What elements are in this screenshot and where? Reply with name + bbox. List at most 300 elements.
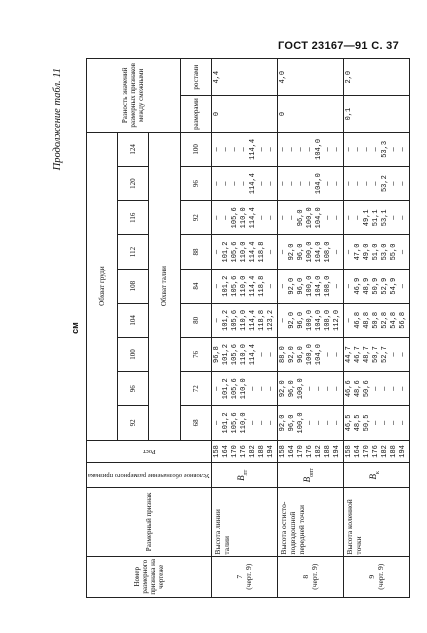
rost-value: 170 (230, 445, 239, 458)
feature-number-cell (277, 556, 343, 597)
measurements-table (86, 58, 410, 598)
value-column (277, 406, 343, 440)
value-column (343, 337, 409, 371)
value-cell: 50,8 (371, 311, 380, 329)
value-cell: 105,6 (230, 412, 239, 434)
rost-value: 158 (212, 445, 221, 458)
value-cell: — (380, 386, 389, 391)
value-cell: — (266, 147, 275, 152)
feature-number: 7 (235, 574, 245, 579)
rost-value: 176 (305, 445, 314, 458)
value-column (277, 235, 343, 269)
value-cell: 96,0 (296, 311, 305, 329)
value-cell: — (257, 181, 266, 186)
value-cell: — (344, 181, 353, 186)
value-cell: 100,0 (296, 378, 305, 400)
value-cell: 101,2 (221, 344, 230, 366)
value-cell: 104,0 (314, 309, 323, 331)
symbol-subscript: опт (309, 468, 316, 477)
col-header-obhvat-talii: Обхват талии (149, 132, 180, 440)
symbol-letter: B (368, 473, 379, 480)
value-cell: — (344, 147, 353, 152)
symbol-letter: B (302, 476, 313, 483)
value-cell: 96,0 (296, 243, 305, 261)
value-cell: — (296, 181, 305, 186)
value-cell: 105,6 (230, 344, 239, 366)
value-cell: 104,0 (314, 241, 323, 263)
value-cell: 105,6 (230, 207, 239, 229)
value-cell: 56,8 (398, 311, 407, 329)
talia-value: 68 (180, 406, 211, 440)
value-cell: 114,4 (248, 173, 257, 195)
value-column (277, 269, 343, 303)
value-cell: — (212, 284, 221, 289)
value-cell: — (212, 249, 221, 255)
symbol-subscript: лт (243, 469, 250, 476)
value-cell: — (266, 386, 275, 391)
value-cell: — (332, 249, 341, 255)
value-cell: 48,8 (362, 311, 371, 329)
value-cell: — (389, 181, 398, 186)
rost-value: 194 (398, 445, 407, 458)
value-cell: — (380, 420, 389, 426)
value-cell: — (344, 249, 353, 255)
value-cell: — (212, 420, 221, 426)
talia-value: 76 (180, 337, 211, 371)
value-cell: — (305, 181, 314, 186)
diff-subheader: размерами (180, 96, 211, 132)
value-cell: 88,0 (278, 346, 287, 363)
feature-number-cell (211, 556, 277, 597)
value-cell: 110,0 (239, 412, 248, 434)
table-row (277, 59, 343, 598)
value-cell: 101,2 (221, 275, 230, 297)
value-cell: 96,8 (212, 346, 221, 363)
table-row (343, 59, 409, 598)
value-cell: 101,2 (221, 412, 230, 434)
value-column (211, 337, 277, 371)
rost-value: 164 (221, 445, 230, 458)
value-cell: — (353, 147, 362, 152)
symbol-letter: B (236, 475, 247, 481)
value-cell: 108,0 (323, 275, 332, 297)
value-column (211, 372, 277, 406)
value-cell: — (257, 352, 266, 357)
feature-name: Высота остисто-подвздошной передней точки (277, 488, 343, 556)
value-cell: — (323, 386, 332, 391)
value-cell: — (287, 181, 296, 186)
talia-value: 100 (180, 132, 211, 166)
value-cell: 114,4 (248, 344, 257, 366)
rost-value: 158 (344, 445, 353, 458)
value-cell: 46,5 (344, 414, 353, 432)
feature-number: 8 (301, 574, 311, 579)
value-cell: — (212, 181, 221, 186)
value-column (343, 406, 409, 440)
talia-value: 88 (180, 235, 211, 269)
value-cell: — (239, 147, 248, 152)
rost-value: 188 (389, 445, 398, 458)
value-column (343, 269, 409, 303)
value-cell: 100,0 (305, 344, 314, 366)
value-cell: 51,1 (371, 209, 380, 227)
value-cell: — (323, 352, 332, 357)
value-cell: 100,0 (305, 309, 314, 331)
value-cell: 48,6 (353, 380, 362, 398)
diff-size: 0 (277, 96, 343, 132)
value-cell: — (371, 420, 380, 426)
feature-number: 9 (367, 574, 377, 579)
rost-value: 164 (353, 445, 362, 458)
rost-values (277, 440, 343, 463)
grud-value: 124 (118, 132, 149, 166)
value-cell: 54,8 (389, 311, 398, 329)
feature-symbol (343, 463, 409, 488)
unit-label: см (70, 322, 80, 334)
value-cell: 118,8 (257, 309, 266, 331)
value-cell: — (296, 147, 305, 152)
value-cell: — (212, 386, 221, 391)
value-cell: — (212, 215, 221, 220)
value-cell: — (323, 215, 332, 220)
value-cell: 114,4 (248, 309, 257, 331)
value-cell: — (398, 386, 407, 391)
value-cell: 47,0 (353, 243, 362, 261)
value-cell: — (332, 147, 341, 152)
value-cell: — (266, 420, 275, 426)
value-cell: 100,0 (296, 412, 305, 434)
value-cell: — (323, 420, 332, 426)
feature-ref: (черт. 9) (310, 563, 320, 590)
value-cell: 104,0 (314, 207, 323, 229)
value-cell: — (398, 147, 407, 152)
value-cell: 114,4 (248, 138, 257, 160)
value-cell: 96,0 (296, 277, 305, 295)
diff-size: 0 (211, 96, 277, 132)
value-cell: — (332, 181, 341, 186)
value-cell: 51,0 (371, 243, 380, 261)
value-cell: — (398, 352, 407, 357)
value-cell: 53,3 (380, 140, 389, 158)
value-cell: — (278, 215, 287, 220)
value-column (343, 235, 409, 269)
value-column (343, 167, 409, 201)
grud-value: 96 (118, 372, 149, 406)
value-cell: 100,0 (305, 207, 314, 229)
value-column (277, 201, 343, 235)
talia-value: 80 (180, 303, 211, 337)
value-cell: — (278, 147, 287, 152)
value-cell: 49,1 (362, 209, 371, 227)
grud-value: 104 (118, 303, 149, 337)
value-cell: 96,0 (296, 209, 305, 227)
value-cell: — (332, 215, 341, 220)
value-column (277, 303, 343, 337)
talia-value: 84 (180, 269, 211, 303)
value-column (211, 132, 277, 166)
value-cell: — (266, 249, 275, 255)
feature-symbol (211, 463, 277, 488)
rost-value: 182 (248, 445, 257, 458)
value-cell: — (389, 420, 398, 426)
value-column (277, 337, 343, 371)
value-cell: 54,9 (389, 277, 398, 295)
value-cell: — (371, 181, 380, 186)
value-column (211, 235, 277, 269)
value-cell: 46,7 (353, 346, 362, 363)
rost-value: 170 (296, 445, 305, 458)
value-cell: 46,9 (353, 277, 362, 295)
value-cell: — (362, 147, 371, 152)
value-cell: 49,0 (362, 243, 371, 261)
value-cell: — (398, 249, 407, 255)
rost-value: 176 (239, 445, 248, 458)
value-cell: — (389, 215, 398, 220)
value-cell: — (221, 215, 230, 220)
value-cell: 92,0 (278, 414, 287, 432)
value-cell: 50,7 (371, 346, 380, 363)
rost-value: 188 (323, 445, 332, 458)
value-cell: 104,0 (314, 344, 323, 366)
value-cell: 108,0 (323, 241, 332, 263)
value-cell: — (257, 147, 266, 152)
value-cell: 53,0 (380, 243, 389, 261)
value-cell: — (398, 420, 407, 426)
value-cell: — (212, 147, 221, 152)
value-cell: 105,6 (230, 275, 239, 297)
value-cell: 110,0 (239, 309, 248, 331)
value-cell: — (398, 215, 407, 220)
col-header-symbol: Условное обозначение размерного признака (87, 463, 212, 488)
value-cell: 110,0 (239, 378, 248, 400)
table-body (211, 59, 409, 598)
rost-value: 182 (314, 445, 323, 458)
value-cell: 55,0 (389, 243, 398, 261)
value-cell: — (278, 284, 287, 289)
diff-subheader: ростами (180, 59, 211, 96)
value-cell: 104,0 (314, 173, 323, 195)
col-header-diff: Разность значений размерных признаков между смежными (87, 59, 181, 133)
value-cell: — (305, 420, 314, 426)
value-cell: — (332, 386, 341, 391)
value-cell: 96,0 (287, 380, 296, 398)
value-cell: — (344, 318, 353, 323)
value-cell: 100,0 (305, 241, 314, 263)
value-cell: — (257, 215, 266, 220)
value-column (211, 303, 277, 337)
value-cell: 118,8 (257, 241, 266, 263)
feature-ref: (черт. 9) (376, 563, 386, 590)
col-header-rost: Рост (87, 440, 212, 463)
value-cell: — (371, 147, 380, 152)
value-column (343, 372, 409, 406)
col-header-num: Номер размерного признака на чертеже (87, 556, 212, 597)
feature-number-cell (343, 556, 409, 597)
rost-values (211, 440, 277, 463)
rost-value: 158 (278, 445, 287, 458)
value-cell: — (248, 420, 257, 426)
value-cell: — (266, 352, 275, 357)
value-cell: — (305, 386, 314, 391)
talia-value: 72 (180, 372, 211, 406)
value-cell: — (344, 284, 353, 289)
value-column (211, 269, 277, 303)
value-column (211, 201, 277, 235)
value-column (343, 303, 409, 337)
value-column (343, 201, 409, 235)
value-cell: — (230, 147, 239, 152)
value-cell: 110,0 (239, 241, 248, 263)
value-cell: — (353, 181, 362, 186)
rost-value: 182 (380, 445, 389, 458)
value-cell: — (332, 284, 341, 289)
value-cell: — (323, 181, 332, 186)
value-cell: 118,8 (257, 275, 266, 297)
value-cell: — (398, 181, 407, 186)
rost-values (343, 440, 409, 463)
rost-value: 194 (332, 445, 341, 458)
value-cell: 105,6 (230, 309, 239, 331)
value-cell: — (221, 181, 230, 186)
rost-value: 194 (266, 445, 275, 458)
value-cell: 101,2 (221, 378, 230, 400)
table-row (211, 59, 277, 598)
grud-value: 92 (118, 406, 149, 440)
value-cell: — (314, 420, 323, 426)
value-cell: — (257, 420, 266, 426)
value-cell: — (389, 386, 398, 391)
value-cell: — (278, 181, 287, 186)
value-cell: 110,0 (239, 344, 248, 366)
talia-value: 92 (180, 201, 211, 235)
value-cell: — (314, 386, 323, 391)
value-cell: — (266, 181, 275, 186)
value-cell: 52,7 (380, 346, 389, 363)
feature-name: Высота линии талии (211, 488, 277, 556)
value-cell: 48,7 (362, 346, 371, 363)
value-column (343, 132, 409, 166)
value-cell: 114,4 (248, 207, 257, 229)
value-column (277, 372, 343, 406)
value-cell: 108,0 (323, 309, 332, 331)
feature-name: Высота коленной точки (343, 488, 409, 556)
grud-value: 108 (118, 269, 149, 303)
value-cell: 100,0 (305, 275, 314, 297)
value-cell: — (287, 215, 296, 220)
value-column (211, 167, 277, 201)
value-cell: — (212, 318, 221, 323)
value-cell: — (332, 352, 341, 357)
rost-value: 170 (362, 445, 371, 458)
talia-value: 96 (180, 167, 211, 201)
value-cell: — (278, 318, 287, 323)
value-cell: 92,0 (287, 277, 296, 295)
value-cell: 52,9 (380, 277, 389, 295)
value-cell: — (398, 284, 407, 289)
value-cell: 53,1 (380, 209, 389, 227)
diff-rost: 4,4 (211, 59, 277, 96)
value-cell: — (344, 215, 353, 220)
symbol-subscript: к (375, 471, 382, 474)
value-cell: — (257, 386, 266, 391)
value-cell: 46,6 (344, 380, 353, 398)
value-cell: 44,7 (344, 346, 353, 363)
value-column (277, 167, 343, 201)
value-cell: 101,2 (221, 309, 230, 331)
value-cell: 92,0 (278, 380, 287, 398)
col-header-name: Размерный признак (87, 488, 212, 556)
value-cell: — (305, 147, 314, 152)
value-cell: 53,2 (380, 175, 389, 193)
value-cell: 110,0 (239, 207, 248, 229)
value-cell: 48,9 (362, 277, 371, 295)
value-cell: 96,0 (287, 414, 296, 432)
value-cell: 92,0 (287, 311, 296, 329)
value-cell: 96,0 (296, 346, 305, 363)
rost-value: 164 (287, 445, 296, 458)
col-header-obhvat-grudi: Обхват груди (87, 132, 118, 440)
value-cell: 104,0 (314, 275, 323, 297)
value-cell: — (389, 352, 398, 357)
rost-value: 188 (257, 445, 266, 458)
value-cell: 101,2 (221, 241, 230, 263)
rost-value: 176 (371, 445, 380, 458)
feature-ref: (черт. 9) (244, 563, 254, 590)
value-cell: 114,4 (248, 275, 257, 297)
value-cell: — (266, 215, 275, 220)
value-cell: 52,8 (380, 311, 389, 329)
table-caption: Продолжение табл. 11 (52, 68, 63, 171)
value-cell: 92,0 (287, 346, 296, 363)
page-header: ГОСТ 23167—91 С. 37 (278, 40, 399, 52)
value-cell: 104,0 (314, 138, 323, 160)
value-cell: — (239, 181, 248, 186)
value-cell: — (266, 284, 275, 289)
value-column (277, 132, 343, 166)
value-cell: — (323, 147, 332, 152)
feature-symbol (277, 463, 343, 488)
value-cell: — (278, 249, 287, 255)
diff-rost: 2,0 (343, 59, 409, 96)
value-cell: 50,6 (362, 380, 371, 398)
value-cell: 105,6 (230, 241, 239, 263)
diff-rost: 4,0 (277, 59, 343, 96)
grud-value: 120 (118, 167, 149, 201)
value-cell: — (362, 181, 371, 186)
rotated-table-page (52, 58, 407, 598)
value-cell: — (371, 386, 380, 391)
value-cell: — (230, 181, 239, 186)
grud-value: 116 (118, 201, 149, 235)
value-cell: 46,8 (353, 311, 362, 329)
value-cell: 48,5 (353, 414, 362, 432)
value-cell: 50,5 (362, 414, 371, 432)
value-cell: 110,0 (239, 275, 248, 297)
grud-value: 100 (118, 337, 149, 371)
value-cell: — (287, 147, 296, 152)
value-cell: — (332, 420, 341, 426)
value-cell: 50,9 (371, 277, 380, 295)
value-cell: 105,6 (230, 378, 239, 400)
value-cell: 92,0 (287, 243, 296, 261)
value-column (211, 406, 277, 440)
value-cell: 114,4 (248, 241, 257, 263)
value-cell: — (353, 215, 362, 220)
value-cell: — (221, 147, 230, 152)
value-cell: 123,2 (266, 309, 275, 331)
value-cell: — (248, 386, 257, 391)
value-cell: 112,0 (332, 309, 341, 331)
